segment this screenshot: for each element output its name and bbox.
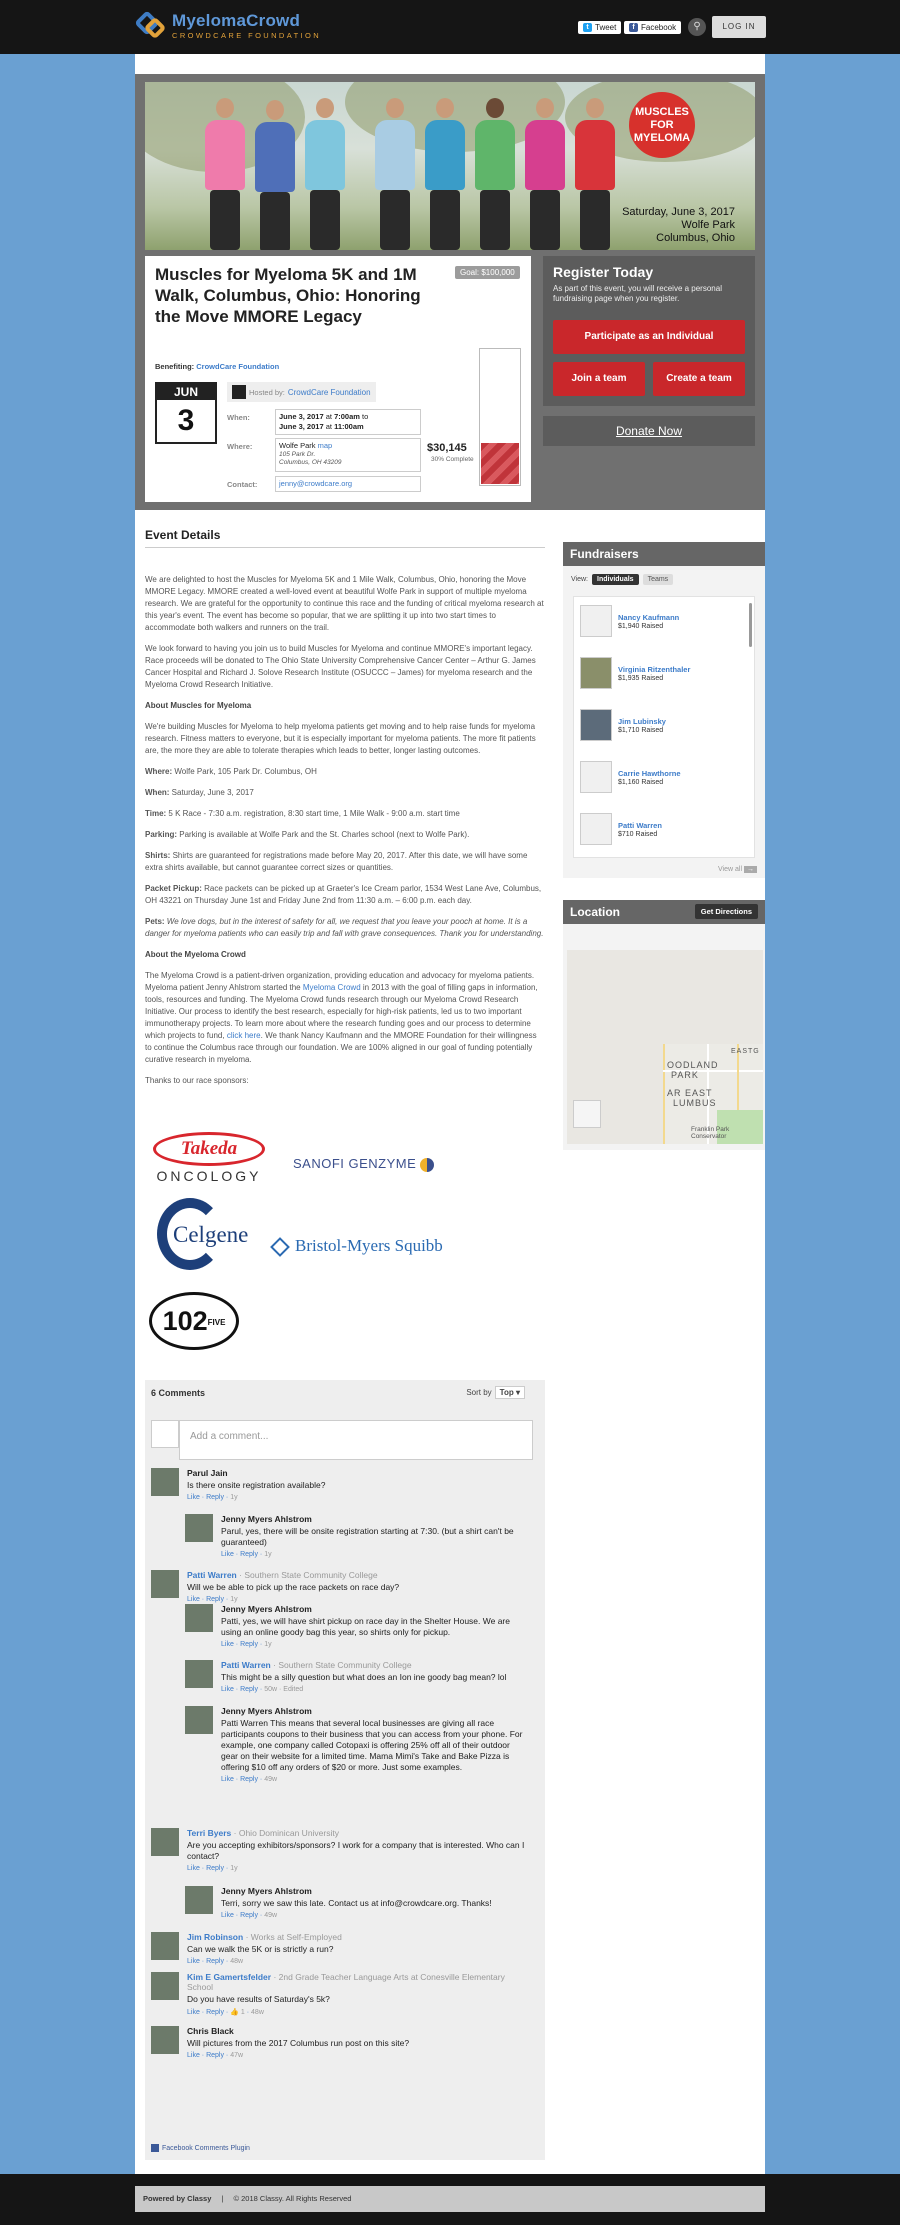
fundraiser-amount: $1,940 Raised: [618, 623, 664, 630]
reply-link[interactable]: Reply: [206, 1596, 224, 1603]
commenter-name[interactable]: Jenny Myers Ahlstrom: [221, 1886, 312, 1896]
create-team-button[interactable]: Create a team: [653, 362, 745, 396]
fundraiser-amount: $1,935 Raised: [618, 675, 664, 682]
event-info-card: [145, 256, 531, 502]
view-all-link[interactable]: View all →: [718, 866, 757, 873]
takeda-logo: Takeda ONCOLOGY: [153, 1132, 265, 1184]
comment-actions: Like · Reply · 1y: [187, 1865, 238, 1872]
comment-actions: Like · Reply · 49w: [221, 1776, 278, 1783]
comment-actions: Like · Reply · 1y: [221, 1551, 272, 1558]
tweet-button[interactable]: t Tweet: [578, 21, 621, 34]
comment-reply: [185, 1604, 525, 1648]
copyright: © 2018 Classy. All Rights Reserved: [233, 2194, 352, 2203]
like-link[interactable]: Like: [221, 1912, 234, 1919]
event-banner-image: [145, 82, 755, 250]
sort-control[interactable]: Sort by Top ▾: [466, 1388, 525, 1397]
fundraiser-item[interactable]: [580, 761, 750, 801]
tab-individuals[interactable]: Individuals: [592, 574, 639, 585]
facebook-icon: [151, 2144, 159, 2152]
comment-text: Will we be able to pick up the race packets on race day?: [187, 1582, 400, 1592]
comment-reply: [185, 1514, 525, 1558]
commenter-avatar[interactable]: [151, 1570, 179, 1598]
commenter-name[interactable]: Patti Warren · Southern State Community College: [187, 1570, 378, 1580]
fundraiser-avatar: [580, 709, 612, 741]
fundraiser-amount: $1,160 Raised: [618, 779, 664, 786]
like-link[interactable]: Like: [221, 1551, 234, 1558]
contact-value: [275, 476, 421, 492]
comment-actions: Like · Reply · 50w · Edited: [221, 1686, 304, 1693]
comment-text: Are you accepting exhibitors/sponsors? I work for a company that is interested. Who can I contact?: [187, 1840, 525, 1861]
reply-link[interactable]: Reply: [206, 2052, 224, 2059]
like-link[interactable]: Like: [221, 1776, 234, 1783]
reply-link[interactable]: Reply: [206, 2009, 224, 2016]
comment-actions: Like · Reply · 48w: [187, 1958, 244, 1965]
reply-link[interactable]: Reply: [240, 1551, 258, 1558]
comment-text: Will pictures from the 2017 Columbus run post on this site?: [187, 2038, 410, 2048]
fundraiser-list: [573, 596, 755, 858]
commenter-avatar[interactable]: [151, 1468, 179, 1496]
comment: [151, 1570, 531, 1603]
comment-actions: Like · Reply · 1y: [187, 1596, 238, 1603]
search-icon[interactable]: ⚲: [688, 18, 706, 36]
comment-text: Terri, sorry we saw this late. Contact us at info@crowdcare.org. Thanks!: [221, 1898, 492, 1908]
reply-link[interactable]: Reply: [240, 1686, 258, 1693]
muscles-for-myeloma-badge: MUSCLES FOR MYELOMA: [629, 92, 695, 158]
celgene-logo: Celgene: [157, 1198, 257, 1270]
about-mfm-heading: About Muscles for Myeloma: [145, 701, 252, 710]
facebook-icon: f: [629, 23, 638, 32]
comment-text: Patti, yes, we will have shirt pickup on race day in the Shelter House. We are using an online goody bag this year, so shirts only for pickup.: [221, 1616, 510, 1637]
map-link[interactable]: map: [317, 441, 333, 450]
calendar-date: JUN 3: [155, 382, 217, 444]
get-directions-button[interactable]: Get Directions: [695, 904, 758, 919]
hosted-by: Hosted by: CrowdCare Foundation: [227, 382, 376, 402]
reply-link[interactable]: Reply: [206, 1865, 224, 1872]
like-link[interactable]: Like: [187, 1865, 200, 1872]
fundraiser-avatar: [580, 605, 612, 637]
fundraiser-name[interactable]: Jim Lubinsky: [618, 717, 666, 726]
comment-text: Can we walk the 5K or is strictly a run?: [187, 1944, 334, 1954]
progress-fill: [481, 443, 519, 484]
comment-text: Is there onsite registration available?: [187, 1480, 326, 1490]
sponsors-intro: Thanks to our race sponsors:: [145, 1076, 249, 1085]
fundraiser-amount: $1,710 Raised: [618, 727, 664, 734]
host-link[interactable]: CrowdCare Foundation: [287, 387, 371, 397]
contact-email-link[interactable]: jenny@crowdcare.org: [279, 479, 353, 488]
like-link[interactable]: Like: [221, 1686, 234, 1693]
fundraiser-name[interactable]: Virginia Ritzenthaler: [618, 665, 691, 674]
host-logo: [232, 385, 246, 399]
twitter-icon: t: [583, 23, 592, 32]
comment-text: Patti Warren This means that several local businesses are giving all race participants coupons to their business that you can access from your phone. For example, one company called Cotopaxi is offering 25% off all of their outdoor gear on their website for a limited time. Mama Mimi's Take and Bake Pizza is offering $10 off any orders of $20 or more. Just some examples.: [221, 1718, 523, 1772]
fundraisers-title: Fundraisers: [563, 542, 765, 566]
like-link[interactable]: Like: [187, 1958, 200, 1965]
commenter-name[interactable]: Jenny Myers Ahlstrom: [221, 1514, 312, 1524]
comment-text: This might be a silly question but what does an Ion ine goody bag mean? lol: [221, 1672, 507, 1682]
event-hero: [135, 74, 765, 510]
comment-actions: Like · Reply · 1y: [221, 1641, 272, 1648]
comment-text: Parul, yes, there will be onsite registration starting at 7:30. (but a shirt can't be guaranteed): [221, 1526, 514, 1547]
event-title: Muscles for Myeloma 5K and 1M Walk, Columbus, Ohio: Honoring the Move MMORE Legacy: [155, 265, 421, 326]
map-control[interactable]: [573, 1100, 601, 1128]
where-detail: Where: Wolfe Park, 105 Park Dr. Columbus, OH: [145, 767, 317, 776]
register-panel: [543, 256, 755, 406]
benefiting-line: Benefiting: CrowdCare Foundation: [155, 362, 280, 371]
facebook-button[interactable]: f Facebook: [624, 21, 681, 34]
comment: [151, 1468, 531, 1501]
like-link[interactable]: Like: [187, 1494, 200, 1501]
commenter-name[interactable]: Jenny Myers Ahlstrom: [221, 1604, 312, 1614]
details-paragraph: We look forward to having you join us to build Muscles for Myeloma and continue MMORE's important legacy. Race proceeds will be donated to The Ohio State University Comprehensive Cancer Center – Arthur G. James Cancer Hospital and Richard J. Solove Research Institute (OSUCCC – James) for myeloma research and the Myeloma Crowd Research Initiative.: [145, 644, 536, 689]
time-detail: Time: 5 K Race - 7:30 a.m. registration, 8:30 start time, 1 Mile Walk - 9:00 a.m. start time: [145, 809, 460, 818]
my-avatar: [151, 1420, 179, 1448]
comment-reply: [185, 1706, 525, 1783]
where-label: Where:: [227, 442, 253, 451]
myeloma-crowd-link[interactable]: Myeloma Crowd: [302, 983, 361, 992]
facebook-comments-plugin-link[interactable]: Facebook Comments Plugin: [151, 2144, 250, 2152]
commenter-avatar[interactable]: [185, 1886, 213, 1914]
donate-now-button[interactable]: Donate Now: [543, 416, 755, 446]
reply-link[interactable]: Reply: [206, 1958, 224, 1965]
register-desc: As part of this event, you will receive a personal fundraising page when you register.: [553, 284, 722, 303]
where-value: Wolfe Park map 105 Park Dr. Columbus, OH 43209: [275, 438, 421, 472]
participate-individual-button[interactable]: Participate as an Individual: [553, 320, 745, 354]
fundraiser-item[interactable]: [580, 657, 750, 697]
footer-bar: Powered by Classy | © 2018 Classy. All Rights Reserved: [135, 2186, 765, 2212]
pets-detail: Pets: We love dogs, but in the interest of safety for all, we request that you leave your pooch at home. It is a danger for myeloma patients who can easily trip and fall with grave consequences. Thank you for understanding.: [145, 917, 544, 938]
like-link[interactable]: Like: [187, 1596, 200, 1603]
sanofi-genzyme-logo: SANOFI GENZYME: [293, 1156, 434, 1172]
fundraiser-name[interactable]: Carrie Hawthorne: [618, 769, 681, 778]
like-link[interactable]: Like: [187, 2052, 200, 2059]
about-mc-heading: About the Myeloma Crowd: [145, 950, 246, 959]
progress-thermometer: [479, 348, 521, 486]
reply-link[interactable]: Reply: [240, 1641, 258, 1648]
amount-raised: $30,145: [427, 442, 467, 454]
location-panel: [563, 900, 765, 1150]
banner-date-text: Saturday, June 3, 2017 Wolfe Park Columbus, Ohio: [622, 206, 735, 244]
comments-section: [145, 1380, 545, 2160]
click-here-link[interactable]: click here: [226, 1031, 261, 1040]
footer: [0, 2174, 900, 2225]
fundraiser-item[interactable]: [580, 709, 750, 749]
fundraisers-panel: [563, 542, 765, 878]
logo-subtitle: CROWDCARE FOUNDATION: [172, 31, 322, 40]
tab-teams[interactable]: Teams: [643, 574, 674, 585]
commenter-name[interactable]: Jim Robinson · Works at Self-Employed: [187, 1932, 342, 1942]
commenter-name[interactable]: Patti Warren · Southern State Community College: [221, 1660, 412, 1670]
comment-actions: Like · Reply · 49w: [221, 1912, 278, 1919]
fundraiser-item[interactable]: [580, 813, 750, 853]
like-count: 👍 1: [230, 2009, 245, 2016]
percent-complete: 30% Complete: [431, 456, 474, 463]
commenter-avatar[interactable]: [151, 2026, 179, 2054]
parking-detail: Parking: Parking is available at Wolfe Park and the St. Charles school (next to Wolfe Park).: [145, 830, 470, 839]
reply-link[interactable]: Reply: [206, 1494, 224, 1501]
join-team-button[interactable]: Join a team: [553, 362, 645, 396]
commenter-avatar[interactable]: [185, 1660, 213, 1688]
logo-title: MyelomaCrowd: [172, 11, 301, 30]
event-details: [145, 528, 545, 1087]
powered-by-classy-link[interactable]: Powered by Classy: [143, 2194, 212, 2203]
fundraiser-avatar: [580, 657, 612, 689]
fundraiser-item[interactable]: [580, 605, 750, 645]
details-paragraph: We're building Muscles for Myeloma to help myeloma patients get moving and to help raise funds for myeloma research. Fitness matters to everyone, but it is especially important for myeloma patients. The more fit patients are, the more they are able to tolerate therapies which leads to better, longer lasting outcomes.: [145, 722, 536, 755]
reply-link[interactable]: Reply: [240, 1776, 258, 1783]
comment: [151, 1972, 531, 2016]
commenter-name[interactable]: Kim E Gamertsfelder · 2nd Grade Teacher Language Arts at Conesville Elementary School: [187, 1972, 505, 1992]
logo-mark-icon: [138, 12, 166, 40]
comment-input[interactable]: Add a comment...: [179, 1420, 533, 1460]
fundraiser-name[interactable]: Nancy Kaufmann: [618, 613, 680, 622]
comment-actions: Like · Reply · 👍 1 · 48w: [187, 2009, 264, 2016]
comment-text: Do you have results of Saturday's 5k?: [187, 1994, 330, 2004]
fundraiser-name[interactable]: Patti Warren: [618, 821, 662, 830]
when-detail: When: Saturday, June 3, 2017: [145, 788, 254, 797]
myelomacrowd-logo[interactable]: [138, 12, 321, 40]
benefiting-org-link[interactable]: CrowdCare Foundation: [196, 362, 280, 371]
commenter-name[interactable]: Terri Byers · Ohio Dominican University: [187, 1828, 339, 1838]
goal-badge: Goal: $100,000: [455, 266, 520, 279]
reply-link[interactable]: Reply: [240, 1912, 258, 1919]
top-bar: [0, 0, 900, 54]
bms-logo: Bristol-Myers Squibb: [273, 1236, 443, 1256]
details-paragraph: The Myeloma Crowd is a patient-driven organization, providing education and advocacy for myeloma patients. Myeloma patient Jenny Ahlstrom started the Myeloma Crowd in 2013 with the goal of filling gaps in information, tools, resources and funding. The Myeloma Crowd funds research through our Myeloma Crowd Research Initiative. Our process to identify the best research, especially for high-risk patients, led us to two important immunotherapy projects. To learn more about where the research funding goes and our process to determine which projects to fund, click here. We thank Nancy Kaufmann and the MMORE Foundation for their willingness to continue the Columbus race through our foundation. We are 100% aligned in our goal of funding potentially curative research in myeloma.: [145, 971, 538, 1064]
commenter-avatar[interactable]: [151, 1932, 179, 1960]
commenter-name[interactable]: Chris Black: [187, 2026, 234, 2036]
like-link[interactable]: Like: [221, 1641, 234, 1648]
shirts-detail: Shirts: Shirts are guaranteed for registrations made before May 20, 2017. After this date, we will have some extra shirts available, but cannot guarantee correct sizes or quantities.: [145, 851, 528, 872]
packet-detail: Packet Pickup: Race packets can be picked up at Graeter's Ice Cream parlor, 1534 West Lane Ave, Columbus, OH 43221 on Thursday June 1st and Friday June 2nd from 11:30 a.m. – 6:00 p.m. each day.: [145, 884, 542, 905]
commenter-name[interactable]: Parul Jain: [187, 1468, 228, 1478]
fundraiser-avatar: [580, 761, 612, 793]
commenter-name[interactable]: Jenny Myers Ahlstrom: [221, 1706, 312, 1716]
commenter-avatar[interactable]: [185, 1604, 213, 1632]
commenter-avatar[interactable]: [151, 1828, 179, 1856]
main-content: [135, 54, 765, 2174]
comment: [151, 1828, 531, 1872]
comments-count: 6 Comments: [151, 1388, 206, 1398]
details-paragraph: We are delighted to host the Muscles for Myeloma 5K and 1 Mile Walk, Columbus, Ohio, honoring the Move MMORE Legacy. MMORE created a well-loved event at beautiful Wolfe Park in support of multiple myeloma research. We are grateful for the opportunity to continue this race and the funding of critical myeloma research at this year's event. The event has become so popular, that we are splitting it up into two start times to accommodate both walkers and runners on the trail.: [145, 575, 544, 632]
when-value: June 3, 2017 at 7:00am to June 3, 2017 at 11:00am: [275, 409, 421, 435]
comment-actions: Like · Reply · 47w: [187, 2052, 244, 2059]
radio-102-logo: 102FIVE: [149, 1292, 239, 1350]
location-title: Location Get Directions: [563, 900, 765, 924]
location-map[interactable]: OODLAND PARK AR EAST LUMBUS EASTG Franklin Park Conservator: [567, 950, 763, 1144]
fundraiser-avatar: [580, 813, 612, 845]
sort-dropdown[interactable]: Top ▾: [495, 1386, 525, 1399]
commenter-avatar[interactable]: [185, 1706, 213, 1734]
event-details-title: Event Details: [145, 528, 545, 548]
register-title: Register Today: [553, 264, 654, 280]
comment-reply: [185, 1886, 525, 1919]
contact-label: Contact:: [227, 480, 258, 489]
comment-reply: [185, 1660, 525, 1693]
commenter-avatar[interactable]: [151, 1972, 179, 2000]
comment: [151, 2026, 531, 2059]
commenter-avatar[interactable]: [185, 1514, 213, 1542]
fundraiser-tabs: View: Individuals Teams: [571, 574, 673, 585]
comment-actions: Like · Reply · 1y: [187, 1494, 238, 1501]
like-link[interactable]: Like: [187, 2009, 200, 2016]
when-label: When:: [227, 413, 250, 422]
login-button[interactable]: LOG IN: [712, 16, 766, 38]
comment: [151, 1932, 531, 1965]
fundraiser-amount: $710 Raised: [618, 831, 658, 838]
sponsor-logos: [145, 1132, 545, 1372]
